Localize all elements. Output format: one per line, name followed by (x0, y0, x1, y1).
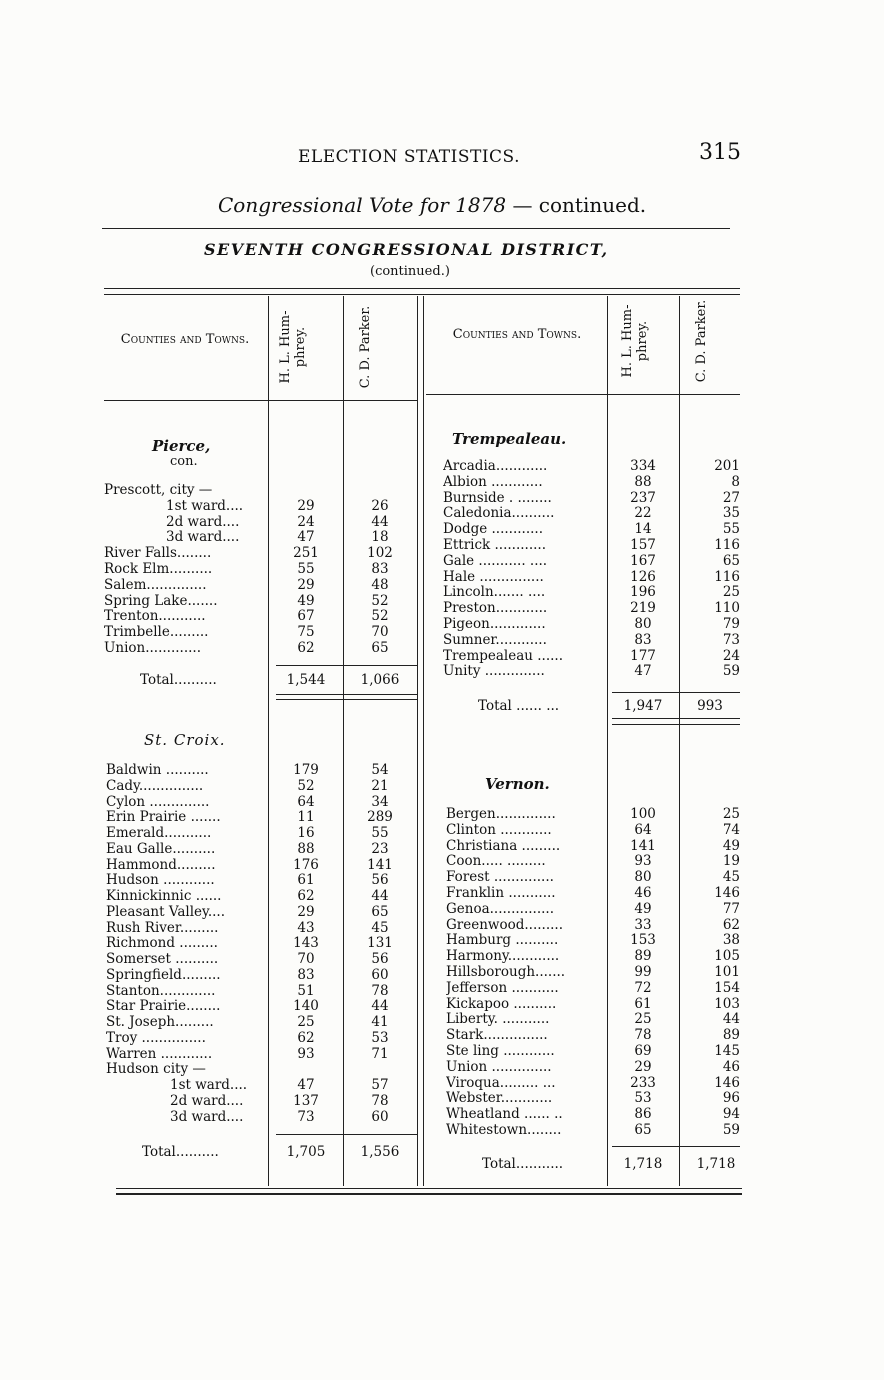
town-name: Caledonia.......... (443, 505, 555, 522)
town-name: Lincoln....... .... (443, 584, 546, 601)
humphrey-votes: 16 (297, 825, 315, 841)
town-name: Eau Galle.......... (106, 840, 216, 857)
humphrey-votes: 251 (293, 545, 319, 562)
pierce-total-rule (276, 665, 418, 666)
humphrey-votes: 47 (634, 663, 652, 680)
parker-votes: 24 (722, 647, 740, 664)
parker-votes: 96 (722, 1090, 740, 1107)
humphrey-votes: 143 (293, 935, 319, 952)
town-name: Viroqua......... ... (446, 1074, 556, 1091)
town-name: Union .............. (446, 1058, 552, 1075)
humphrey-votes: 153 (630, 932, 656, 949)
parker-votes: 60 (371, 1108, 389, 1125)
humphrey-votes: 24 (297, 513, 315, 530)
parker-votes: 146 (714, 885, 740, 901)
town-name: Forest .............. (446, 869, 554, 886)
parker-votes: 34 (371, 793, 389, 810)
town-name: Trenton........... (104, 608, 206, 625)
parker-votes: 103 (714, 995, 740, 1012)
parker-votes: 8 (731, 473, 740, 490)
parker-votes: 55 (371, 825, 389, 841)
town-name: Ste ling ............ (446, 1043, 555, 1059)
town-name: Ettrick ............ (443, 537, 547, 553)
town-name: Stark............... (446, 1027, 548, 1044)
humphrey-votes: 14 (634, 521, 652, 538)
parker-votes: 102 (367, 545, 393, 562)
town-name: Somerset .......... (106, 951, 219, 967)
parker-votes: 65 (371, 903, 389, 920)
table-bottom-rule-2 (116, 1193, 742, 1195)
parker-votes: 145 (714, 1043, 740, 1059)
town-name: Gale ........... .... (443, 552, 548, 569)
parker-votes: 25 (722, 806, 740, 822)
subtitle-italic: Congressional Vote for 1878 (218, 193, 507, 217)
humphrey-votes: 80 (634, 616, 652, 632)
town-name: St. Joseph......... (106, 1014, 214, 1030)
town-name: 2d ward.... (170, 1092, 244, 1109)
humphrey-votes: 179 (293, 762, 319, 778)
table-bottom-rule (116, 1188, 742, 1189)
parker-votes: 18 (371, 529, 389, 546)
stcroix-total-label: Total.......... (142, 1144, 219, 1160)
humphrey-votes: 29 (634, 1058, 652, 1075)
parker-votes: 52 (371, 608, 389, 625)
humphrey-votes: 49 (634, 900, 652, 917)
humphrey-votes: 78 (634, 1027, 652, 1044)
town-name: Emerald........... (106, 825, 212, 841)
trempealeau-total-rule (612, 692, 740, 693)
humphrey-votes: 80 (634, 869, 652, 886)
humphrey-votes: 64 (634, 821, 652, 838)
parker-votes: 89 (722, 1027, 740, 1044)
humphrey-votes: 46 (634, 885, 652, 901)
stcroix-total-humphrey: 1,705 (286, 1144, 326, 1160)
humphrey-votes: 62 (297, 888, 315, 904)
parker-votes: 101 (714, 964, 740, 980)
town-name: Springfield......... (106, 966, 221, 983)
parker-votes: 110 (714, 600, 740, 617)
section-title-trempealeau: Trempealeau. (452, 430, 567, 448)
page-number: 315 (699, 140, 741, 165)
trempealeau-total-label: Total ...... ... (478, 698, 560, 714)
humphrey-votes: 196 (630, 584, 656, 601)
town-name: Trimbelle......... (104, 624, 209, 641)
parker-votes: 77 (722, 900, 740, 917)
town-name: Prescott, city — (104, 482, 213, 498)
parker-votes: 41 (371, 1014, 389, 1030)
town-name: Trempealeau ...... (443, 647, 564, 664)
humphrey-votes: 29 (297, 903, 315, 920)
humphrey-votes: 93 (634, 853, 652, 870)
humphrey-votes: 67 (297, 608, 315, 625)
humphrey-votes: 219 (630, 600, 656, 617)
town-name: Salem.............. (104, 576, 207, 593)
town-name: 2d ward.... (166, 513, 240, 530)
section-title-pierce: Pierce, (152, 437, 211, 455)
parker-votes: 70 (371, 624, 389, 641)
town-name: 1st ward.... (170, 1077, 248, 1093)
humphrey-votes: 29 (297, 497, 315, 514)
town-name: Harmony............ (446, 948, 560, 965)
town-name: Rock Elm.......... (104, 561, 213, 577)
parker-votes: 44 (371, 888, 389, 904)
town-name: Hale ............... (443, 568, 544, 585)
town-name: Franklin ........... (446, 885, 556, 901)
trempealeau-total-underline (612, 718, 740, 719)
town-name: Cylon .............. (106, 793, 210, 810)
town-name: Stanton............. (106, 982, 216, 999)
humphrey-votes: 157 (630, 537, 656, 553)
town-name: Jefferson ........... (446, 979, 559, 996)
parker-votes: 79 (722, 616, 740, 632)
humphrey-votes: 61 (634, 995, 652, 1012)
parker-votes: 154 (714, 979, 740, 996)
humphrey-votes: 70 (297, 951, 315, 967)
parker-votes: 73 (722, 631, 740, 648)
col-divider-mid-2 (423, 296, 424, 1186)
parker-votes: 54 (371, 762, 389, 778)
town-name: Baldwin .......... (106, 762, 209, 778)
parker-votes: 46 (722, 1058, 740, 1075)
section-title-vernon: Vernon. (485, 775, 550, 793)
town-name: Hillsborough....... (446, 964, 566, 980)
town-name: Greenwood......... (446, 916, 563, 933)
district-title: SEVENTH CONGRESSIONAL DISTRICT, (204, 240, 609, 259)
section-subtitle-pierce: con. (170, 454, 198, 469)
humphrey-votes: 83 (297, 966, 315, 983)
town-name: Hudson city — (106, 1061, 206, 1078)
pierce-total-parker: 1,066 (360, 672, 400, 688)
humphrey-votes: 53 (634, 1090, 652, 1107)
pierce-total-label: Total.......... (140, 672, 217, 688)
town-name: Pigeon............. (443, 616, 546, 632)
parker-votes: 60 (371, 966, 389, 983)
trempealeau-total-humphrey: 1,947 (623, 698, 663, 714)
humphrey-votes: 140 (293, 998, 319, 1015)
town-name: Coon..... ......... (446, 853, 546, 870)
parker-votes: 71 (371, 1045, 389, 1062)
humphrey-votes: 52 (297, 777, 315, 794)
humphrey-votes: 25 (634, 1011, 652, 1028)
humphrey-votes: 83 (634, 631, 652, 648)
humphrey-votes: 62 (297, 640, 315, 656)
town-name: Bergen.............. (446, 806, 556, 822)
parker-votes: 21 (371, 777, 389, 794)
town-name: Arcadia............ (443, 458, 548, 474)
humphrey-votes: 25 (297, 1014, 315, 1030)
town-name: Webster............ (446, 1090, 553, 1107)
pierce-total-underline (276, 694, 418, 695)
town-name: Sumner............ (443, 631, 547, 648)
parker-votes: 116 (714, 537, 740, 553)
town-name: Preston............ (443, 600, 548, 617)
vernon-total-rule (612, 1146, 740, 1147)
town-name: Star Prairie........ (106, 998, 221, 1015)
town-name: Rush River......... (106, 919, 219, 936)
parker-votes: 27 (722, 489, 740, 506)
parker-votes: 45 (371, 919, 389, 936)
parker-votes: 78 (371, 982, 389, 999)
humphrey-votes: 65 (634, 1122, 652, 1138)
humphrey-votes: 11 (297, 809, 315, 826)
humphrey-votes: 72 (634, 979, 652, 996)
humphrey-votes: 99 (634, 964, 652, 980)
humphrey-votes: 177 (630, 647, 656, 664)
col-header-parker-left: C. D. Parker. (358, 305, 373, 389)
parker-votes: 289 (367, 809, 393, 826)
col-header-parker-right: C. D. Parker. (694, 299, 709, 383)
parker-votes: 23 (371, 840, 389, 857)
stcroix-total-parker: 1,556 (360, 1144, 400, 1160)
col-header-humphrey-right: H. L. Hum- phrey. (620, 304, 650, 378)
parker-votes: 56 (371, 951, 389, 967)
humphrey-votes: 88 (297, 840, 315, 857)
humphrey-votes: 93 (297, 1045, 315, 1062)
parker-votes: 59 (722, 663, 740, 680)
humphrey-votes: 233 (630, 1074, 656, 1091)
humphrey-votes: 126 (630, 568, 656, 585)
town-name: River Falls........ (104, 545, 212, 562)
town-name: Albion ............ (443, 473, 543, 490)
town-name: Cady............... (106, 777, 204, 794)
humphrey-votes: 100 (630, 806, 656, 822)
town-name: 3d ward.... (170, 1108, 244, 1125)
town-name: Christiana ......... (446, 837, 561, 854)
town-name: Hammond......... (106, 856, 216, 873)
parker-votes: 83 (371, 561, 389, 577)
town-name: Erin Prairie ....... (106, 809, 221, 826)
parker-votes: 65 (371, 640, 389, 656)
parker-votes: 44 (722, 1011, 740, 1028)
humphrey-votes: 47 (297, 529, 315, 546)
humphrey-votes: 86 (634, 1106, 652, 1123)
town-name: Hudson ............ (106, 872, 215, 889)
parker-votes: 44 (371, 998, 389, 1015)
humphrey-votes: 167 (630, 552, 656, 569)
parker-votes: 55 (722, 521, 740, 538)
col-divider-left-1 (268, 296, 269, 1186)
pierce-total-underline-2 (276, 699, 418, 700)
humphrey-votes: 88 (634, 473, 652, 490)
town-name: Kinnickinnic ...... (106, 888, 222, 904)
vernon-total-parker: 1,718 (696, 1156, 736, 1172)
parker-votes: 35 (722, 505, 740, 522)
parker-votes: 65 (722, 552, 740, 569)
humphrey-votes: 55 (297, 561, 315, 577)
parker-votes: 53 (371, 1029, 389, 1046)
town-name: Spring Lake....... (104, 592, 218, 609)
parker-votes: 26 (371, 497, 389, 514)
parker-votes: 78 (371, 1092, 389, 1109)
humphrey-votes: 137 (293, 1092, 319, 1109)
parker-votes: 116 (714, 568, 740, 585)
town-name: Dodge ............ (443, 521, 544, 538)
town-name: Richmond ......... (106, 935, 218, 952)
trempealeau-total-underline-2 (612, 724, 740, 725)
parker-votes: 44 (371, 513, 389, 530)
humphrey-votes: 334 (630, 458, 656, 474)
humphrey-votes: 64 (297, 793, 315, 810)
humphrey-votes: 176 (293, 856, 319, 873)
town-name: 1st ward.... (166, 497, 244, 514)
humphrey-votes: 141 (630, 837, 656, 854)
town-name: Union............. (104, 640, 201, 656)
humphrey-votes: 61 (297, 872, 315, 889)
town-name: Warren ............ (106, 1045, 213, 1062)
parker-votes: 25 (722, 584, 740, 601)
town-name: Pleasant Valley.... (106, 903, 226, 920)
parker-votes: 56 (371, 872, 389, 889)
col-header-humphrey-left: H. L. Hum- phrey. (278, 310, 308, 384)
town-name: Unity .............. (443, 663, 545, 680)
town-name: 3d ward.... (166, 529, 240, 546)
col-header-counties-left: Counties and Towns. (120, 332, 250, 347)
humphrey-votes: 47 (297, 1077, 315, 1093)
vernon-total-humphrey: 1,718 (623, 1156, 663, 1172)
col-divider-mid (417, 296, 418, 1186)
humphrey-votes: 22 (634, 505, 652, 522)
running-head: ELECTION STATISTICS. (298, 147, 520, 167)
parker-votes: 105 (714, 948, 740, 965)
humphrey-votes: 29 (297, 576, 315, 593)
humphrey-votes: 33 (634, 916, 652, 933)
trempealeau-total-parker: 993 (697, 698, 723, 714)
parker-votes: 201 (714, 458, 740, 474)
table-top-rule-2 (104, 294, 740, 295)
town-name: Liberty. ........... (446, 1011, 550, 1028)
town-name: Burnside . ........ (443, 489, 552, 506)
town-name: Kickapoo .......... (446, 995, 557, 1012)
col-header-counties-right: Counties and Towns. (452, 327, 582, 342)
parker-votes: 45 (722, 869, 740, 886)
parker-votes: 74 (722, 821, 740, 838)
parker-votes: 146 (714, 1074, 740, 1091)
town-name: Whitestown........ (446, 1122, 562, 1138)
humphrey-votes: 69 (634, 1043, 652, 1059)
town-name: Hamburg .......... (446, 932, 559, 949)
parker-votes: 52 (371, 592, 389, 609)
parker-votes: 57 (371, 1077, 389, 1093)
parker-votes: 49 (722, 837, 740, 854)
parker-votes: 48 (371, 576, 389, 593)
vernon-total-label: Total........... (482, 1156, 564, 1172)
parker-votes: 94 (722, 1106, 740, 1123)
parker-votes: 141 (367, 856, 393, 873)
humphrey-votes: 237 (630, 489, 656, 506)
humphrey-votes: 89 (634, 948, 652, 965)
header-bottom-rule-left (104, 400, 418, 401)
table-top-rule (104, 288, 740, 289)
header-bottom-rule-right (426, 394, 740, 395)
district-note: (continued.) (370, 264, 450, 279)
humphrey-votes: 62 (297, 1029, 315, 1046)
town-name: Clinton ............ (446, 821, 552, 838)
town-name: Genoa............... (446, 900, 555, 917)
parker-votes: 59 (722, 1122, 740, 1138)
town-name: Troy ............... (106, 1029, 206, 1046)
parker-votes: 131 (367, 935, 393, 952)
town-name: Wheatland ...... .. (446, 1106, 563, 1123)
humphrey-votes: 49 (297, 592, 315, 609)
rule-under-subtitle (102, 228, 730, 229)
parker-votes: 19 (722, 853, 740, 870)
parker-votes: 62 (722, 916, 740, 933)
humphrey-votes: 43 (297, 919, 315, 936)
stcroix-total-rule (276, 1134, 418, 1135)
parker-votes: 38 (722, 932, 740, 949)
page-subtitle (218, 193, 646, 217)
pierce-total-humphrey: 1,544 (286, 672, 326, 688)
humphrey-votes: 51 (297, 982, 315, 999)
section-title-stcroix: St. Croix. (144, 731, 226, 749)
subtitle-continued: — continued. (512, 193, 647, 217)
humphrey-votes: 75 (297, 624, 315, 641)
humphrey-votes: 73 (297, 1108, 315, 1125)
